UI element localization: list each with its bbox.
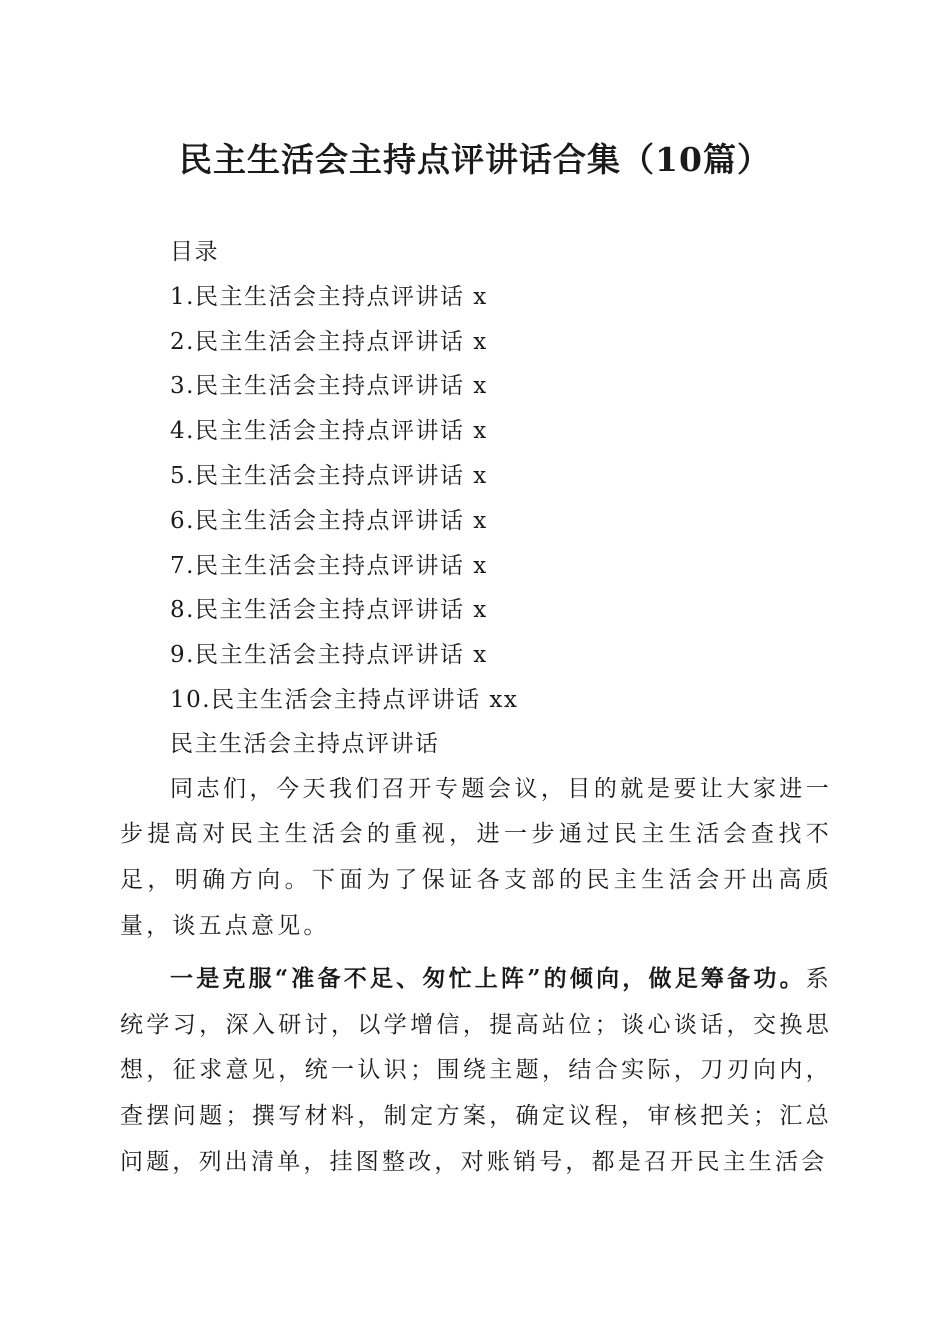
toc-item: 10.民主生活会主持点评讲话 xx xyxy=(170,686,519,713)
paragraph xyxy=(120,956,832,1185)
paragraph-lead: 一是克服“准备不足、匆忙上阵”的倾向，做足筹备功。 xyxy=(170,965,806,993)
toc-item: 7.民主生活会主持点评讲话 x xyxy=(170,552,488,579)
article-body xyxy=(120,722,832,1185)
article-subtitle: 民主生活会主持点评讲话 xyxy=(170,731,440,757)
toc-item: 8.民主生活会主持点评讲话 x xyxy=(170,597,488,624)
toc-item: 4.民主生活会主持点评讲话 x xyxy=(170,418,488,445)
toc-item: 5.民主生活会主持点评讲话 x xyxy=(170,462,488,489)
paragraph: 同志们，今天我们召开专题会议，目的就是要让大家进一步提高对民主生活会的重视，进一步通过民主生活会查找不足，明确方向。下面为了保证各支部的民主生活会开出高质量，谈五点意见。 xyxy=(120,775,832,939)
toc-item: 1.民主生活会主持点评讲话 x xyxy=(170,283,488,310)
paragraph-text: 系统学习，深入研讨，以学增信，提高站位；谈心谈话，交换思想，征求意见，统一认识；围绕主题，结合实际，刀刃向内，查摆问题；撰写材料，制定方案，确定议程，审核把关；汇总问题，列出清单，挂图整改，对账销号，都是召开民主生活会 xyxy=(120,966,832,1175)
toc-item: 2.民主生活会主持点评讲话 x xyxy=(170,328,488,355)
table-of-contents xyxy=(170,230,870,723)
document-title: 民主生活会主持点评讲话合集（10篇） xyxy=(179,140,771,179)
toc-item: 6.民主生活会主持点评讲话 x xyxy=(170,507,488,534)
toc-item: 9.民主生活会主持点评讲话 x xyxy=(170,642,488,669)
toc-item: 3.民主生活会主持点评讲话 x xyxy=(170,373,488,400)
toc-heading: 目录 xyxy=(170,239,219,265)
